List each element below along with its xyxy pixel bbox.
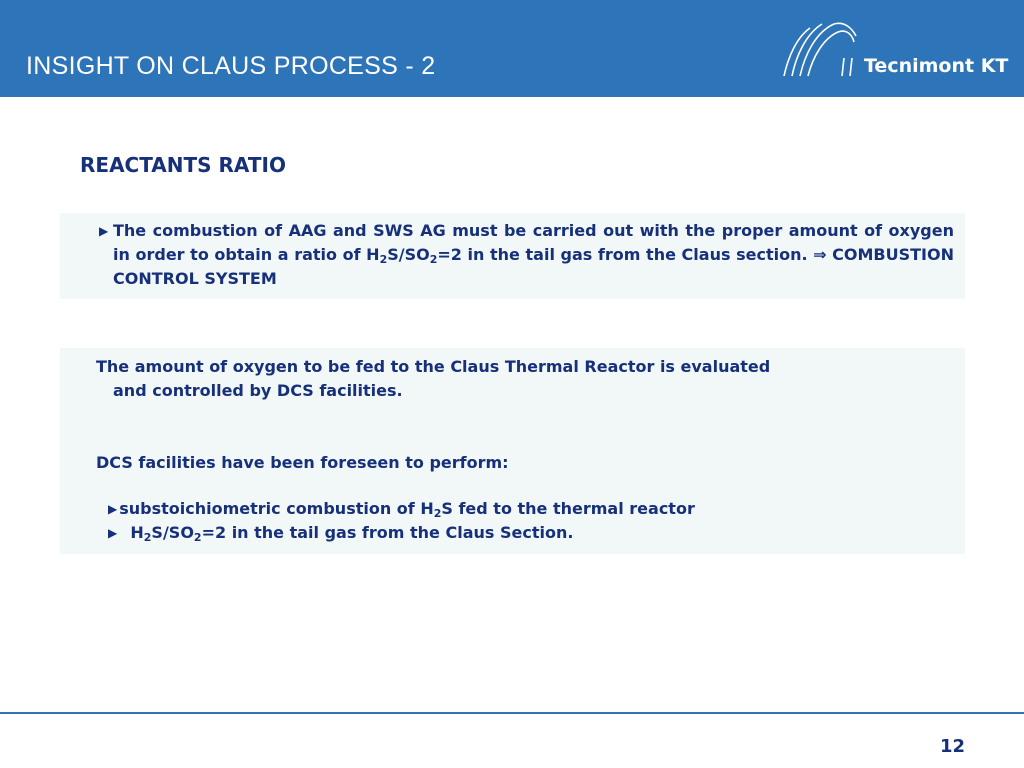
- bullet-ratio: ▶ $H_2S/SO_2=2$ in the tail gas from the Claus Section.: [108, 523, 574, 544]
- logo-arcs-icon: [778, 18, 862, 82]
- company-logo: [778, 18, 1018, 82]
- implies-arrow-icon: ⇒: [813, 245, 827, 264]
- bullet-substoichiometric: ▶ substoichiometric combustion of $H_2S$ fed to the thermal reactor: [108, 499, 695, 520]
- triangle-right-icon: ▶: [108, 502, 118, 516]
- page-number: 12: [940, 736, 966, 757]
- section-title: REACTANTS RATIO: [80, 153, 286, 177]
- triangle-right-icon: ▶: [99, 224, 109, 238]
- header-bar: [0, 0, 1024, 97]
- triangle-right-icon: ▶: [108, 526, 118, 540]
- dcs-intro-text: DCS facilities have been foreseen to perform:: [96, 453, 509, 472]
- footer-divider: [0, 712, 1024, 714]
- slide-title: INSIGHT ON CLAUS PROCESS - 2: [26, 52, 436, 80]
- logo-text: Tecnimont KT: [864, 55, 1009, 77]
- dcs-oxygen-paragraph: The amount of oxygen to be fed to the Claus Thermal Reactor is evaluated and controlled by DCS facilities.: [96, 357, 771, 400]
- combustion-paragraph: ▶ The combustion of AAG and SWS AG must be carried out with the proper amount of oxygen in order to obtain a ratio of $H_2S/SO_2=2$ in the tail gas from the Claus section. ⇒ COMBUSTION CONTROL SYSTEM: [99, 221, 955, 288]
